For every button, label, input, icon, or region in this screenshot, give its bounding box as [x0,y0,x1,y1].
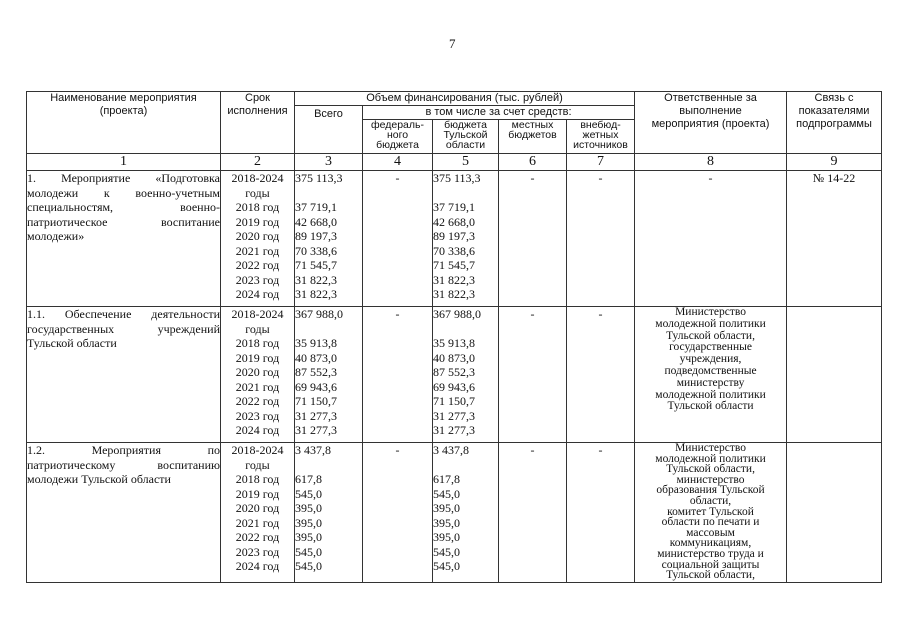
header-responsible: Ответственные за выполнение мероприятия (проекта) [635,92,787,154]
col-number: 7 [567,154,635,171]
column-numbers-row [27,154,882,171]
federal-cell: - [363,443,433,583]
header-name: Наименование мероприятия (проекта) [27,92,221,154]
table-row [27,443,882,583]
extrabudget-cell: - [567,307,635,443]
page-number: 7 [449,36,456,51]
table-row [27,307,882,443]
total-cell: 375 113,3 37 719,1 42 668,0 89 197,3 70 338,6 71 545,7 31 822,3 31 822,3 [295,171,363,307]
col-number: 2 [221,154,295,171]
federal-cell: - [363,307,433,443]
col-number: 9 [787,154,882,171]
responsible-cell: - [635,171,787,307]
region-cell: 367 988,0 35 913,8 40 873,0 87 552,3 69 943,6 71 150,7 31 277,3 31 277,3 [433,307,499,443]
col-number: 6 [499,154,567,171]
extrabudget-cell: - [567,171,635,307]
header-federal: федераль- ного бюджета [363,120,433,154]
local-cell: - [499,307,567,443]
activity-name: 1. Мероприятие «Подготовка молодежи к военно-учетным специальностям, военно- патриотическое воспитание молодежи» [27,171,221,307]
term-cell: 2018-2024 годы 2018 год 2019 год 2020 год 2021 год 2022 год 2023 год 2024 год [221,171,295,307]
total-cell: 367 988,0 35 913,8 40 873,0 87 552,3 69 943,6 71 150,7 31 277,3 31 277,3 [295,307,363,443]
extrabudget-cell: - [567,443,635,583]
table-row [27,171,882,307]
local-cell: - [499,171,567,307]
activity-name: 1.1. Обеспечение деятельности государственных учреждений Тульской области [27,307,221,443]
col-number: 3 [295,154,363,171]
link-cell [787,443,882,583]
link-cell [787,307,882,443]
col-number: 5 [433,154,499,171]
col-number: 4 [363,154,433,171]
local-cell: - [499,443,567,583]
responsible-cell: Министерство молодежной политики Тульской области, государственные учреждения, подведомственные министерству молодежной политики Тульской области [635,307,787,443]
responsible-cell: Министерство молодежной политики Тульской области, министерство образования Тульской области, комитет Тульской области по печати и массовым коммуникациям, министерство труда и социальной защиты Тульской области, [635,443,787,583]
federal-cell: - [363,171,433,307]
region-cell: 3 437,8 617,8 545,0 395,0 395,0 395,0 545,0 545,0 [433,443,499,583]
header-extrabudget: внебюд- жетных источников [567,120,635,154]
total-cell: 3 437,8 617,8 545,0 395,0 395,0 395,0 545,0 545,0 [295,443,363,583]
header-link: Связь с показателями подпрограммы [787,92,882,154]
header-region: бюджета Тульской области [433,120,499,154]
col-number: 8 [635,154,787,171]
header-total: Всего [295,106,363,154]
link-cell: № 14-22 [787,171,882,307]
header-volume: Объем финансирования (тыс. рублей) [295,92,635,106]
term-cell: 2018-2024 годы 2018 год 2019 год 2020 год 2021 год 2022 год 2023 год 2024 год [221,443,295,583]
term-cell: 2018-2024 годы 2018 год 2019 год 2020 год 2021 год 2022 год 2023 год 2024 год [221,307,295,443]
activity-name: 1.2. Мероприятия по патриотическому воспитанию молодежи Тульской области [27,443,221,583]
header-local: местных бюджетов [499,120,567,154]
header-term: Срок исполнения [221,92,295,154]
header-including: в том числе за счет средств: [363,106,635,120]
region-cell: 375 113,3 37 719,1 42 668,0 89 197,3 70 338,6 71 545,7 31 822,3 31 822,3 [433,171,499,307]
col-number: 1 [27,154,221,171]
financing-table [26,91,882,583]
